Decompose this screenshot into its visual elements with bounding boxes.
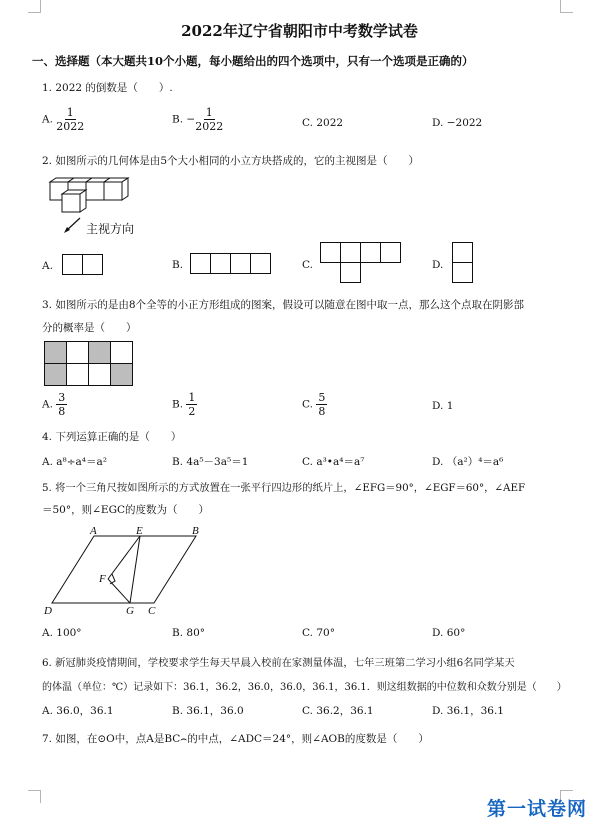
q2-option-d-label[interactable]: D. (432, 259, 444, 271)
q3-grid-figure (44, 341, 136, 387)
question-3-stem-line-1: 3. 如图所示的是由8个全等的小正方形组成的图案，假设可以随意在图中取一点，那么这个点取在阴影部 (42, 299, 525, 311)
q3-option-d[interactable]: D. 1 (432, 400, 454, 412)
view-direction-label: 主视方向 (86, 222, 135, 236)
fraction: $\frac{5}{8}$ (318, 391, 326, 418)
q5-parallelogram-figure (40, 526, 210, 618)
q2-option-c-label[interactable]: C. (302, 259, 313, 271)
question-4-stem: 4. 下列运算正确的是（ ） (42, 431, 182, 443)
fraction: $\frac{1}{2022}$ (56, 106, 85, 133)
question-6-stem-line-2: 的体温（单位：℃）记录如下：36.1，36.2，36.0，36.0，36.1，36.1．则这组数据的中位数和众数分别是（ ） (42, 682, 567, 693)
q1-option-a[interactable]: A. $\frac{1}{2022}$ (42, 106, 85, 133)
q6-option-d[interactable]: D. 36.1，36.1 (432, 705, 504, 717)
q1-option-c[interactable]: C. 2022 (302, 117, 344, 129)
point-label-b: B (192, 525, 199, 537)
question-7-stem: 7. 如图，在⊙O中，点A是BC⌢的中点，∠ADC＝24°，则∠AOB的度数是（ ） (42, 733, 429, 745)
q3-option-b[interactable]: B. $\frac{1}{2}$ (172, 391, 196, 418)
question-2-stem: 2. 如图所示的几何体是由5个大小相同的小立方块搭成的，它的主视图是（ ） (42, 155, 420, 167)
view-direction-arrow-icon (62, 216, 82, 234)
corner-mark-top-right (560, 0, 573, 13)
q6-option-a[interactable]: A. 36.0，36.1 (42, 705, 114, 717)
q5-option-b[interactable]: B. 80° (172, 627, 206, 639)
point-label-a: A (90, 525, 97, 537)
q5-option-d[interactable]: D. 60° (432, 627, 466, 639)
q2-option-c-figure[interactable] (320, 242, 402, 286)
corner-mark-bottom-left (28, 790, 41, 803)
question-5-stem-line-1: 5. 将一个三角尺按如图所示的方式放置在一张平行四边形的纸片上，∠EFG＝90°，∠EGF＝60°，∠AEF (42, 482, 526, 494)
site-logo: 第一试卷网 (486, 798, 587, 820)
point-label-c: C (148, 605, 156, 617)
q2-option-a-figure[interactable] (62, 254, 104, 276)
question-1-stem: 1. 2022 的倒数是（ ）. (42, 82, 173, 94)
q6-option-c[interactable]: C. 36.2，36.1 (302, 705, 374, 717)
q4-option-b[interactable]: B. 4a⁵－3a⁵＝1 (172, 456, 249, 468)
question-3-stem-line-2: 分的概率是（ ） (42, 322, 137, 334)
section-heading: 一、选择题（本大题共10个小题，每小题给出的四个选项中，只有一个选项是正确的） (32, 54, 474, 68)
q2-option-b-figure[interactable] (190, 253, 272, 275)
fraction: $\frac{1}{2}$ (188, 391, 196, 418)
q4-option-c[interactable]: C. a³•a⁴＝a⁷ (302, 456, 365, 468)
q3-option-a[interactable]: A. $\frac{3}{8}$ (42, 391, 66, 418)
point-label-g: G (126, 605, 134, 617)
q2-cube-figure (44, 178, 144, 218)
q4-option-d[interactable]: D. （a²）⁴＝a⁶ (432, 456, 504, 468)
q1-option-d[interactable]: D. −2022 (432, 117, 483, 129)
page-title: 2022年辽宁省朝阳市中考数学试卷 (181, 22, 418, 40)
fraction: $\frac{3}{8}$ (58, 391, 66, 418)
corner-mark-top-left (28, 0, 41, 13)
q3-option-c[interactable]: C. $\frac{5}{8}$ (302, 391, 326, 418)
point-label-d: D (44, 605, 52, 617)
q2-option-d-figure[interactable] (452, 242, 474, 286)
q2-option-b-label[interactable]: B. (172, 259, 184, 271)
point-label-f: F (99, 573, 106, 585)
q5-option-c[interactable]: C. 70° (302, 627, 335, 639)
question-6-stem-line-1: 6. 新冠肺炎疫情期间，学校要求学生每天早晨入校前在家测量体温，七年三班第二学习小组6名同学某天 (42, 657, 515, 669)
point-label-e: E (136, 525, 143, 537)
q6-option-b[interactable]: B. 36.1，36.0 (172, 705, 244, 717)
fraction: $\frac{1}{2022}$ (195, 106, 224, 133)
q4-option-a[interactable]: A. a⁸÷a⁴＝a² (42, 456, 107, 468)
question-5-stem-line-2: ＝50°，则∠EGC的度数为（ ） (42, 504, 209, 516)
q2-option-a-label[interactable]: A. (42, 260, 53, 272)
q5-option-a[interactable]: A. 100° (42, 627, 82, 639)
q1-option-b[interactable]: B. − $\frac{1}{2022}$ (172, 106, 224, 133)
